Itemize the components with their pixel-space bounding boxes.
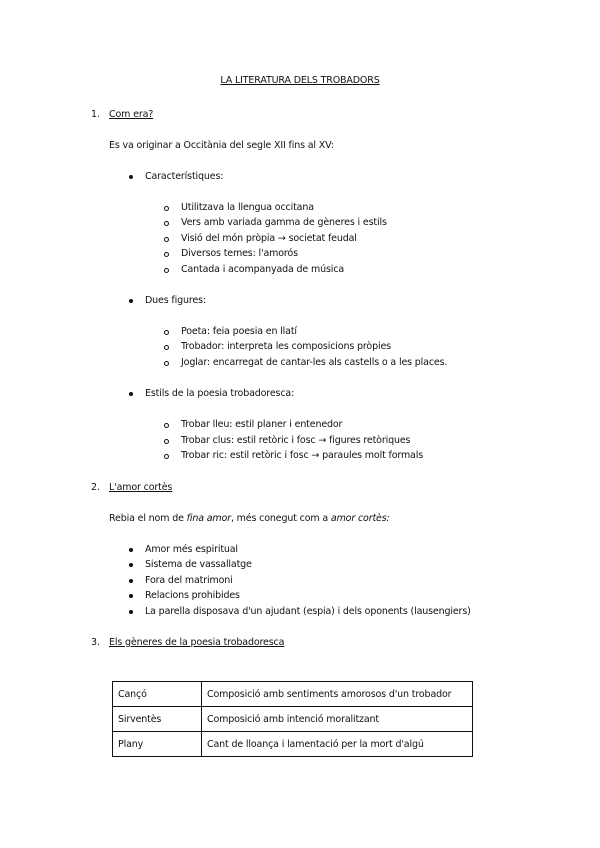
section-1-intro: Es va originar a Occitània del segle XII fins al XV: xyxy=(109,140,334,151)
section-3-heading: Els gèneres de la poesia trobadoresca xyxy=(109,637,285,648)
list-item: Trobar ric: estil retòric i fosc → paraules molt formals xyxy=(181,450,424,461)
list-item: Fora del matrimoni xyxy=(145,575,233,586)
section-2-intro: Rebia el nom de fina amor, més conegut com a amor cortès: xyxy=(109,513,390,524)
list-item: Trobar lleu: estil planer i entenedor xyxy=(181,419,343,430)
table-cell-genre: Sirventès xyxy=(113,707,202,732)
list-item: Trobar clus: estil retòric i fosc → figures retòriques xyxy=(181,435,411,446)
genres-table xyxy=(112,681,473,757)
list-item: Sistema de vassallatge xyxy=(145,559,252,570)
table-cell-genre: Plany xyxy=(113,732,202,757)
list-item: Visió del món pròpia → societat feudal xyxy=(181,233,357,244)
section-3-number: 3. xyxy=(91,637,100,648)
list-item: Utilitzava la llengua occitana xyxy=(181,202,314,213)
styles-label: Estils de la poesia trobadoresca: xyxy=(145,388,295,399)
figures-label: Dues figures: xyxy=(145,295,206,306)
table-cell-genre: Cançó xyxy=(113,682,202,707)
table-row xyxy=(113,707,473,732)
table-cell-description: Composició amb intenció moralitzant xyxy=(202,707,473,732)
section-2-number: 2. xyxy=(91,482,100,493)
table-row xyxy=(113,682,473,707)
section-2-heading: L'amor cortès xyxy=(109,482,173,493)
list-item: Trobador: interpreta les composicions pròpies xyxy=(181,341,391,352)
list-item: Cantada i acompanyada de música xyxy=(181,264,345,275)
characteristics-label: Característiques: xyxy=(145,171,224,182)
list-item: Diversos temes: l'amorós xyxy=(181,248,298,259)
list-item: Vers amb variada gamma de gèneres i estils xyxy=(181,217,387,228)
section-1-heading: Com era? xyxy=(109,109,154,120)
list-item: Joglar: encarregat de cantar-les als castells o a les places. xyxy=(181,357,448,368)
page-title: LA LITERATURA DELS TROBADORS xyxy=(220,75,380,86)
list-item: Poeta: feia poesia en llatí xyxy=(181,326,297,337)
table-cell-description: Cant de lloança i lamentació per la mort d'algú xyxy=(202,732,473,757)
list-item: Relacions prohibides xyxy=(145,590,240,601)
table-cell-description: Composició amb sentiments amorosos d'un trobador xyxy=(202,682,473,707)
list-item: La parella disposava d'un ajudant (espia) i dels oponents (lausengiers) xyxy=(145,606,471,617)
table-row xyxy=(113,732,473,757)
list-item: Amor més espiritual xyxy=(145,544,238,555)
section-1-number: 1. xyxy=(91,109,100,120)
